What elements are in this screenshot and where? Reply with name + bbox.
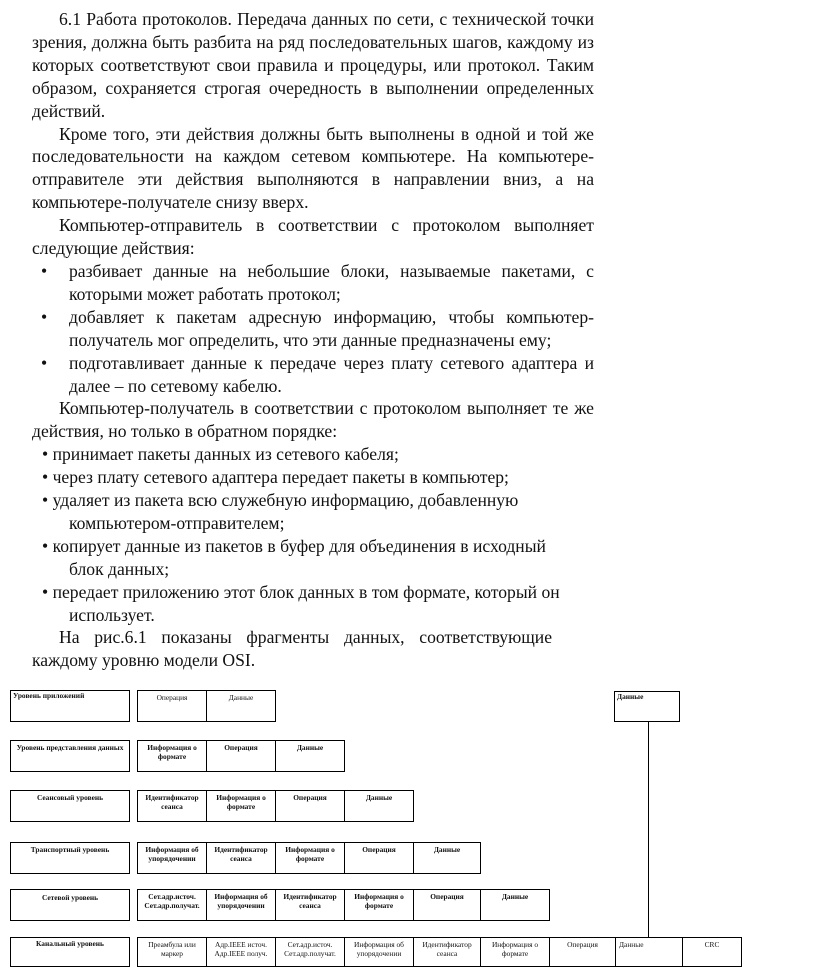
paragraph-3: Компьютер-отправитель в соответствии с протоколом выполняет следующие действия:: [32, 215, 594, 259]
row6-cell: CRC: [682, 937, 742, 967]
row2-cell: Операция: [206, 740, 276, 772]
receiver-bullet-text: через плату сетевого адаптера передает пакеты в компьютер;: [52, 467, 509, 488]
paragraph-4: Компьютер-получатель в соответствии с протоколом выполняет те же действия, но только в обратном порядке:: [32, 398, 594, 442]
level-session: Сеансовый уровень: [10, 790, 130, 822]
sender-bullet-text: подготавливает данные к передаче через плату сетевого адаптера и далее – по сетевому кабелю.: [69, 352, 594, 396]
paragraph-5: На рис.6.1 показаны фрагменты данных, соответствующие каждому уровню модели OSI.: [32, 627, 552, 671]
row1-cell: Данные: [206, 690, 276, 722]
right-data-box: Данные: [614, 691, 680, 722]
row2-cell: Данные: [275, 740, 345, 772]
row6-cell: Сет.адр.источ. Сет.адр.получат.: [275, 937, 345, 967]
row3-cell: Операция: [275, 790, 345, 822]
row5-cell: Идентификатор сеанса: [275, 889, 345, 921]
row6-cell: Информация об упорядочении: [344, 937, 414, 967]
row4-cell: Информация об упорядочении: [137, 842, 207, 874]
row6-cell: Преамбула или маркер: [137, 937, 207, 967]
receiver-bullet-text: передает приложению этот блок данных в том формате, который он использует.: [52, 581, 560, 625]
bullet-icon: •: [42, 535, 49, 556]
bullet-icon: •: [41, 352, 48, 373]
paragraph-2: Кроме того, эти действия должны быть выполнены в одной и той же последовательности на каждом сетевом компьютере. На компьютере-отправителе эти действия выполняются в направлении вниз, а на компьютере-получателе снизу вверх.: [32, 123, 594, 213]
row4-cell: Идентификатор сеанса: [206, 842, 276, 874]
level-application: Уровень приложений: [10, 690, 130, 722]
paragraph-1: 6.1 Работа протоколов. Передача данных по сети, с технической точки зрения, должна быть разбита на ряд последовательных шагов, каждому из которых соответствуют свои правила и процедуры, или протокол. Таким образом, сохраняется строгая очередность в выполнении определенных действий.: [32, 9, 594, 121]
row2-cell: Информация о формате: [137, 740, 207, 772]
row4-cell: Операция: [344, 842, 414, 874]
connector-line: [648, 722, 649, 937]
bullet-icon: •: [42, 490, 49, 511]
receiver-bullet-text: копирует данные из пакетов в буфер для объединения в исходный блок данных;: [52, 535, 546, 579]
level-transport: Транспортный уровень: [10, 842, 130, 874]
row5-cell: Информация о формате: [344, 889, 414, 921]
level-network: Сетевой уровень: [10, 889, 130, 921]
sender-bullet-text: разбивает данные на небольшие блоки, называемые пакетами, с которыми может работать протокол;: [69, 260, 594, 304]
row6-cell: Адр.IEEE источ. Адр.IEEE получ.: [206, 937, 276, 967]
row3-cell: Данные: [344, 790, 414, 822]
row3-cell: Идентификатор сеанса: [137, 790, 207, 822]
row4-cell: Информация о формате: [275, 842, 345, 874]
row5-cell: Операция: [413, 889, 481, 921]
level-data-link: Канальный уровень: [10, 937, 130, 967]
row3-cell: Информация о формате: [206, 790, 276, 822]
row6-cell: Информация о формате: [480, 937, 550, 967]
bullet-icon: •: [41, 260, 48, 281]
row5-cell: Данные: [480, 889, 550, 921]
row6-cell: Операция: [549, 937, 616, 967]
bullet-icon: •: [42, 467, 49, 488]
row6-cell: Идентификатор сеанса: [413, 937, 481, 967]
receiver-bullet-text: принимает пакеты данных из сетевого кабеля;: [52, 444, 399, 465]
row5-cell: Сет.адр.источ. Сет.адр.получат.: [137, 889, 207, 921]
bullet-icon: •: [42, 444, 49, 465]
row5-cell: Информация об упорядочении: [206, 889, 276, 921]
receiver-bullet-text: удаляет из пакета всю служебную информацию, добавленную компьютером-отправителем;: [52, 490, 519, 533]
bullet-icon: •: [41, 306, 48, 327]
row6-cell: Данные: [615, 937, 683, 967]
sender-bullet-text: добавляет к пакетам адресную информацию, чтобы компьютер-получатель мог определить, что эти данные предназначены ему;: [69, 306, 594, 350]
bullet-icon: •: [42, 581, 49, 602]
row4-cell: Данные: [413, 842, 481, 874]
row1-cell: Операция: [137, 690, 207, 722]
level-presentation: Уровень представления данных: [10, 740, 130, 772]
